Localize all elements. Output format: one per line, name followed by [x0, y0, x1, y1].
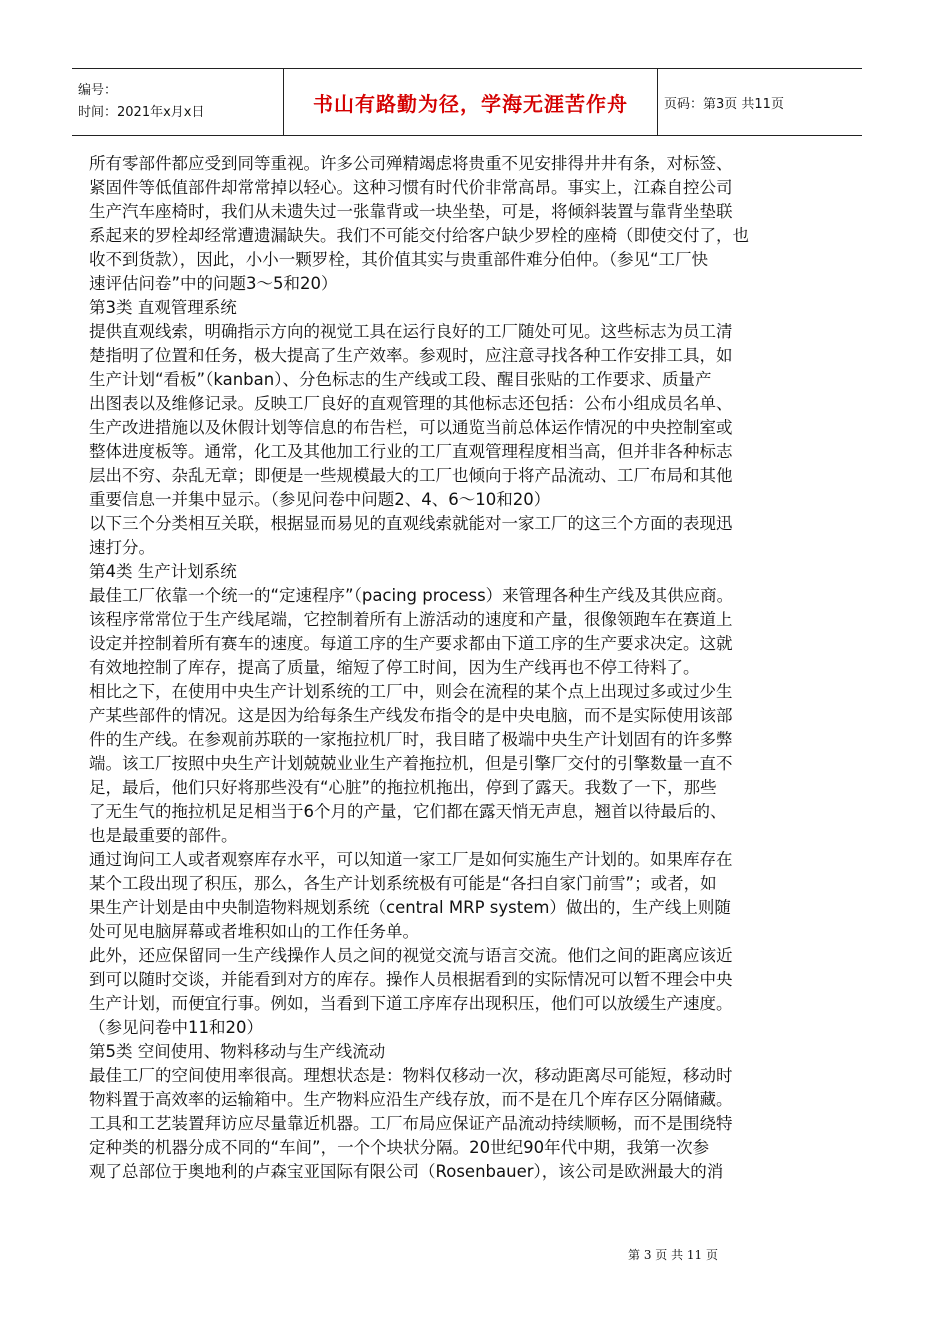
body-text-line: 重要信息一并集中显示。（参见问卷中问题2、4、6～10和20）	[89, 490, 551, 509]
body-text-line: 有效地控制了库存，提高了质量，缩短了停工时间，因为生产线再也不停工待料了。	[89, 658, 700, 677]
body-text-line: （参见问卷中11和20）	[89, 1018, 263, 1037]
body-text-line: 速打分。	[89, 538, 155, 557]
body-text-line: 生产计划“看板”（kanban）、分色标志的生产线或工段、醒目张贴的工作要求、质量产	[89, 370, 712, 389]
body-text-line: 通过询问工人或者观察库存水平，可以知道一家工厂是如何实施生产计划的。如果库存在	[89, 850, 733, 869]
document-body	[89, 152, 859, 1184]
body-text-line: 该程序常常位于生产线尾端，它控制着所有上游活动的速度和产量，很像领跑车在赛道上	[89, 610, 733, 629]
body-text-line: 整体进度板等。通常，化工及其他加工行业的工厂直观管理程度相当高，但并非各种标志	[89, 442, 733, 461]
body-text-line: 足，最后，他们只好将那些没有“心脏”的拖拉机拖出，停到了露天。我数了一下，那些	[89, 778, 717, 797]
body-text-line: 紧固件等低值部件却常常掉以轻心。这种习惯有时代价非常高昂。事实上，江森自控公司	[89, 178, 733, 197]
document-number-label: 编号：	[78, 83, 118, 98]
body-text-line: 速评估问卷”中的问题3～5和20）	[89, 274, 338, 293]
body-text-line: 楚指明了位置和任务，极大提高了生产效率。参观时，应注意寻找各种工作安排工具，如	[89, 346, 733, 365]
body-text-line: 所有零部件都应受到同等重视。许多公司殚精竭虑将贵重不见安排得井井有条，对标签、	[89, 154, 733, 173]
body-text-line: 此外，还应保留同一生产线操作人员之间的视觉交流与语言交流。他们之间的距离应该近	[89, 946, 733, 965]
body-text-line: 某个工段出现了积压，那么，各生产计划系统极有可能是“各扫自家门前雪”；或者，如	[89, 874, 717, 893]
body-text-line: 收不到货款），因此，小小一颗罗栓，其价值其实与贵重部件难分伯仲。（参见“工厂快	[89, 250, 709, 269]
body-text-line: 也是最重要的部件。	[89, 826, 238, 845]
body-text-line: 了无生气的拖拉机足足相当于6个月的产量，它们都在露天悄无声息，翘首以待最后的、	[89, 802, 727, 821]
body-text-line: 相比之下，在使用中央生产计划系统的工厂中，则会在流程的某个点上出现过多或过少生	[89, 682, 733, 701]
body-text-line: 出图表以及维修记录。反映工厂良好的直观管理的其他标志还包括：公布小组成员名单、	[89, 394, 733, 413]
body-text-line: 最佳工厂的空间使用率很高。理想状态是：物料仅移动一次，移动距离尽可能短，移动时	[89, 1066, 733, 1085]
body-text-line: 第4类 生产计划系统	[89, 562, 237, 581]
body-text-line: 定种类的机器分成不同的“车间”，一个个块状分隔。20世纪90年代中期，我第一次参	[89, 1138, 710, 1157]
body-text-line: 第5类 空间使用、物料移动与生产线流动	[89, 1042, 386, 1061]
header-motto: 书山有路勤为径，学海无涯苦作舟	[284, 69, 658, 135]
page-footer	[0, 1246, 950, 1263]
footer-page-number: 第 3 页 共 11 页	[628, 1248, 718, 1262]
body-text-line: 工具和工艺装置拜访应尽量靠近机器。工厂布局应保证产品流动持续顺畅，而不是围绕特	[89, 1114, 733, 1133]
header-page-info: 页码：第3页 共11页	[664, 96, 784, 112]
body-text-line: 生产汽车座椅时，我们从未遗失过一张靠背或一块坐垫，可是，将倾斜装置与靠背坐垫联	[89, 202, 733, 221]
body-text-line: 以下三个分类相互关联，根据显而易见的直观线索就能对一家工厂的这三个方面的表现迅	[89, 514, 733, 533]
body-text-line: 提供直观线索，明确指示方向的视觉工具在运行良好的工厂随处可见。这些标志为员工清	[89, 322, 733, 341]
body-text-line: 层出不穷、杂乱无章；即便是一些规模最大的工厂也倾向于将产品流动、工厂布局和其他	[89, 466, 733, 485]
body-text-line: 最佳工厂依靠一个统一的“定速程序”（pacing process）来管理各种生产线及其供应商。	[89, 586, 734, 605]
body-text-line: 端。该工厂按照中央生产计划兢兢业业生产着拖拉机，但是引擎厂交付的引擎数量一直不	[89, 754, 733, 773]
body-text-line: 物料置于高效率的运输箱中。生产物料应沿生产线存放，而不是在几个库存区分隔储藏。	[89, 1090, 733, 1109]
body-text-line: 系起来的罗栓却经常遭遗漏缺失。我们不可能交付给客户缺少罗栓的座椅（即使交付了，也	[89, 226, 749, 245]
body-text-line: 产某些部件的情况。这是因为给每条生产线发布指令的是中央电脑，而不是实际使用该部	[89, 706, 733, 725]
page-header	[72, 68, 862, 136]
body-text-line: 观了总部位于奥地利的卢森宝亚国际有限公司（Rosenbauer），该公司是欧洲最大的消	[89, 1162, 724, 1181]
body-text-line: 处可见电脑屏幕或者堆积如山的工作任务单。	[89, 922, 419, 941]
body-text-line: 果生产计划是由中央制造物料规划系统（central MRP system）做出的，生产线上则随	[89, 898, 731, 917]
document-time-label: 时间：2021年x月x日	[78, 105, 205, 120]
body-text-line: 件的生产线。在参观前苏联的一家拖拉机厂时，我目睹了极端中央生产计划固有的许多弊	[89, 730, 733, 749]
body-text-line: 设定并控制着所有赛车的速度。每道工序的生产要求都由下道工序的生产要求决定。这就	[89, 634, 733, 653]
body-text-line: 第3类 直观管理系统	[89, 298, 237, 317]
header-left-cell	[72, 69, 284, 135]
body-text-line: 到可以随时交谈，并能看到对方的库存。操作人员根据看到的实际情况可以暂不理会中央	[89, 970, 733, 989]
body-text-line: 生产改进措施以及休假计划等信息的布告栏，可以通览当前总体运作情况的中央控制室或	[89, 418, 733, 437]
body-text-line: 生产计划，而便宜行事。例如，当看到下道工序库存出现积压，他们可以放缓生产速度。	[89, 994, 733, 1013]
